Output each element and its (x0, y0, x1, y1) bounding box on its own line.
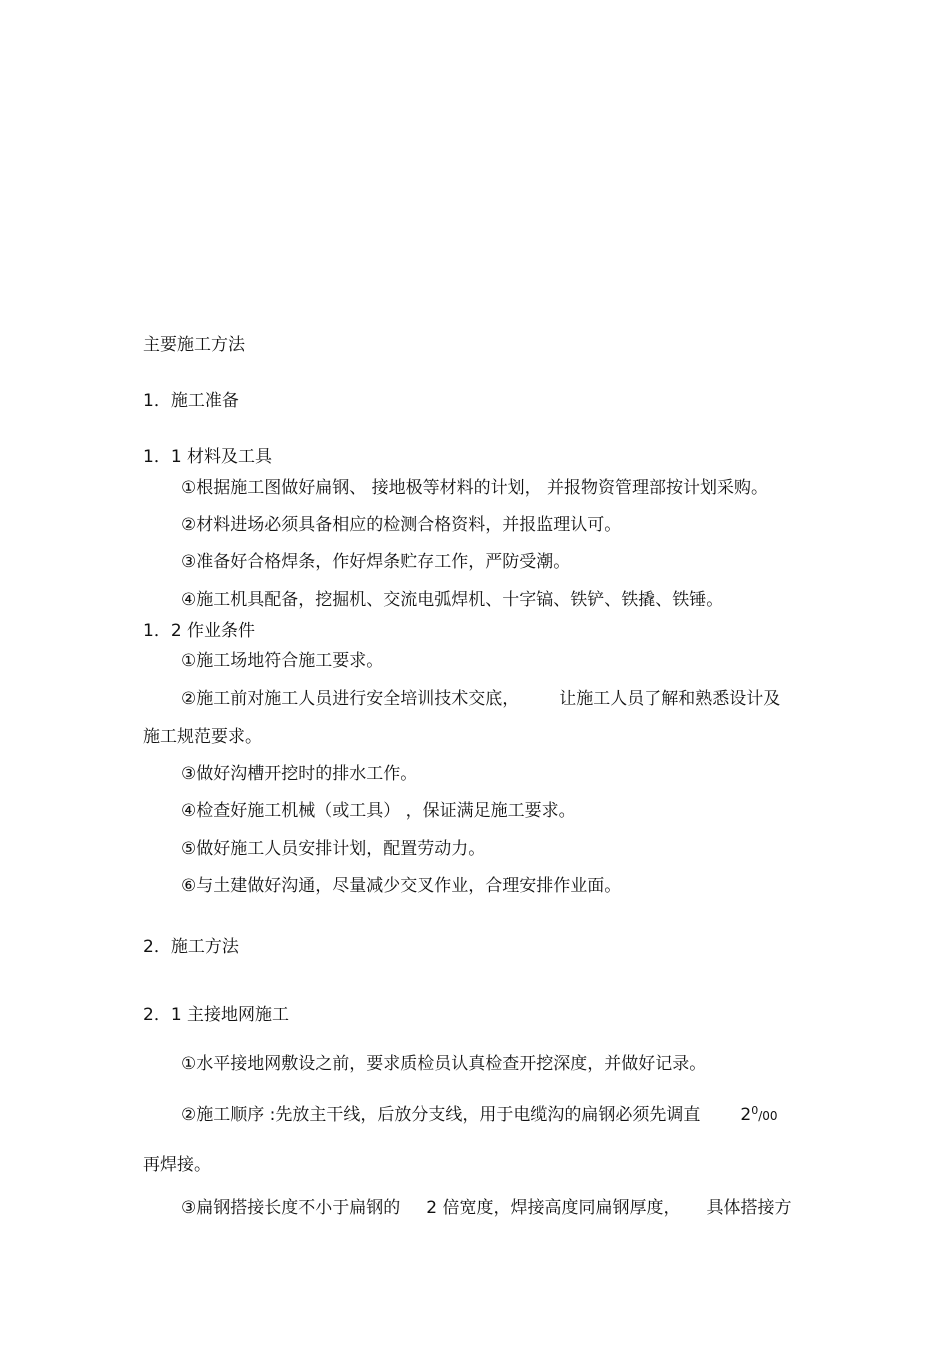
slope-value: 2 (740, 1105, 752, 1125)
list-item-text: ③扁钢搭接长度不小于扁钢的 (181, 1198, 401, 1218)
section-2-heading: 2．施工方法 (143, 937, 239, 957)
list-item-text: ②施工顺序 :先放主干线，后放分支线，用于电缆沟的扁钢必须先调直 (181, 1105, 701, 1125)
list-item (181, 688, 780, 710)
list-item: ⑥与土建做好沟通，尽量减少交叉作业，合理安排作业面。 (181, 876, 622, 896)
list-item: ①水平接地网敷设之前，要求质检员认真检查开挖深度，并做好记录。 (181, 1054, 707, 1074)
list-item-continuation: 施工规范要求。 (143, 727, 262, 747)
doc-title: 主要施工方法 (143, 335, 245, 355)
list-item (181, 1197, 791, 1219)
section-2-1-heading (143, 1004, 289, 1026)
list-item: ④施工机具配备，挖掘机、交流电弧焊机、十字镐、铁铲、铁撬、铁锤。 (181, 590, 724, 610)
list-item: ①根据施工图做好扁钢、 接地极等材料的计划， 并报物资管理部按计划采购。 (181, 478, 769, 498)
slope-unit: /00 (758, 1109, 778, 1123)
list-item: ④检查好施工机械（或工具） ，保证满足施工要求。 (181, 801, 576, 821)
list-item: ②材料进场必须具备相应的检测合格资料，并报监理认可。 (181, 515, 622, 535)
list-item: ⑤做好施工人员安排计划，配置劳动力。 (181, 839, 486, 859)
list-item (181, 1104, 778, 1127)
list-item-text: 2 倍宽度，焊接高度同扁钢厚度， (426, 1198, 681, 1218)
list-item: ③准备好合格焊条，作好焊条贮存工作，严防受潮。 (181, 552, 571, 572)
list-item-text: 让施工人员了解和熟悉设计及 (559, 689, 781, 709)
section-2-1-heading-text: 2．1 主接地网施工 (143, 1005, 290, 1025)
section-1-2-heading: 1．2 作业条件 (143, 621, 256, 641)
list-item-text: ②施工前对施工人员进行安全培训技术交底， (181, 689, 520, 709)
slope-sup: 0 (751, 1104, 759, 1117)
list-item: ①施工场地符合施工要求。 (181, 651, 384, 671)
section-1-1-heading: 1．1 材料及工具 (143, 447, 273, 467)
list-item-text: 具体搭接方 (706, 1198, 792, 1218)
list-item-continuation: 再焊接。 (143, 1155, 211, 1175)
section-1-heading: 1．施工准备 (143, 391, 239, 411)
list-item: ③做好沟槽开挖时的排水工作。 (181, 764, 418, 784)
